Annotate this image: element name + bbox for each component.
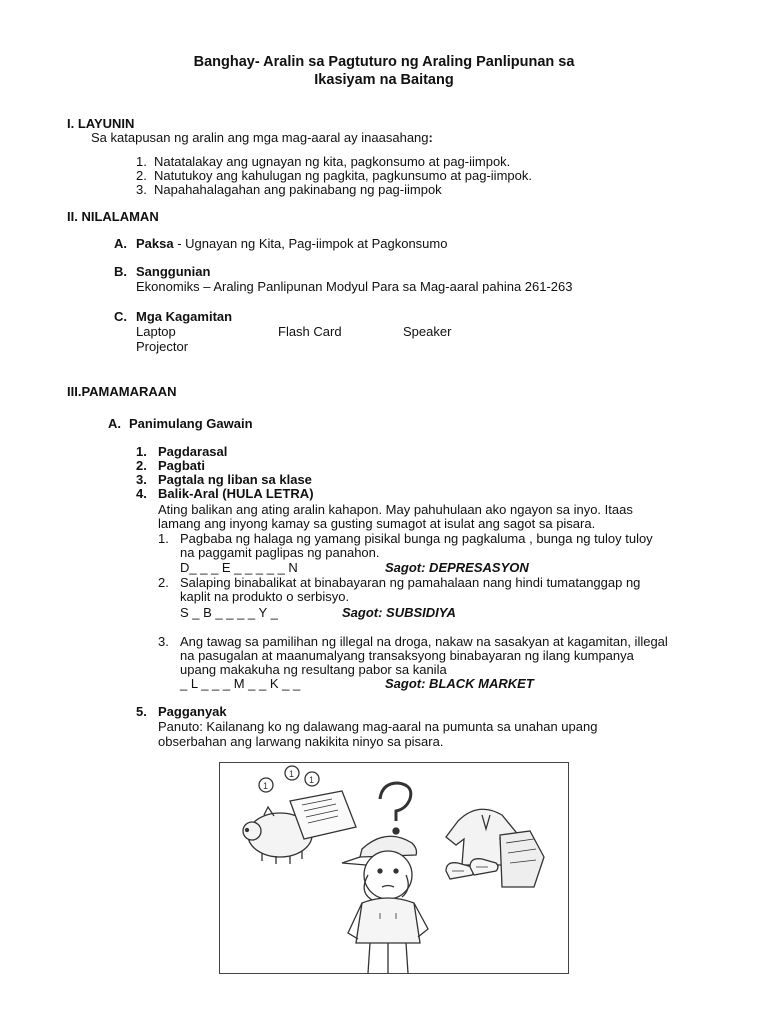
document-title-line-2: Ikasiyam na Baitang bbox=[314, 72, 454, 88]
paksa-line: Paksa - Ugnayan ng Kita, Pag-iimpok at Pagkonsumo bbox=[136, 236, 448, 251]
pamamaraan-heading: III.PAMAMARAAN bbox=[67, 384, 177, 399]
question-blanks: S _ B _ _ _ _ Y _ bbox=[180, 605, 278, 620]
layunin-item: Natutukoy ang kahulugan ng pagkita, pagkunsumo at pag-iimpok. bbox=[154, 168, 532, 183]
step-number: 3. bbox=[136, 472, 147, 487]
question-line: upang makakuha ng resultang pabor sa kanila bbox=[180, 662, 447, 677]
question-line: Pagbaba ng halaga ng yamang pisikal bunga ng pagkaluma , bunga ng tuloy tuloy bbox=[180, 531, 653, 546]
kagamitan-item: Flash Card bbox=[278, 324, 342, 339]
question-line: na pasugalan at maanumalyang transaksyong binabayaran ng ilang kumpanya bbox=[180, 648, 634, 663]
pagganyak-label: Pagganyak bbox=[158, 704, 227, 719]
step-label: Pagtala ng liban sa klase bbox=[158, 472, 312, 487]
question-mark-icon bbox=[380, 783, 411, 834]
question-number: 1. bbox=[158, 531, 169, 546]
boy-figure bbox=[342, 836, 428, 973]
question-answer: Sagot: SUBSIDIYA bbox=[342, 605, 456, 620]
question-answer: Sagot: BLACK MARKET bbox=[385, 676, 534, 691]
step-number: 4. bbox=[136, 486, 147, 501]
pagganyak-text: Panuto: Kailanang ko ng dalawang mag-aaral na pumunta sa unahan upang bbox=[158, 719, 598, 734]
question-line: Ang tawag sa pamilihan ng illegal na droga, nakaw na sasakyan at kagamitan, illegal bbox=[180, 634, 668, 649]
step-label: Pagbati bbox=[158, 458, 205, 473]
coins-icon bbox=[259, 766, 319, 792]
sanggunian-text: Ekonomiks – Araling Panlipunan Modyul Para sa Mag-aaral pahina 261-263 bbox=[136, 279, 573, 294]
sanggunian-letter: B. bbox=[114, 264, 127, 279]
layunin-item-number: 3. bbox=[136, 182, 147, 197]
step-number: 2. bbox=[136, 458, 147, 473]
section-a-letter: A. bbox=[108, 416, 121, 431]
layunin-intro: Sa katapusan ng aralin ang mga mag-aaral ay inaasahang: bbox=[91, 130, 433, 145]
pagganyak-number: 5. bbox=[136, 704, 147, 719]
step-number: 1. bbox=[136, 444, 147, 459]
svg-text:1: 1 bbox=[289, 769, 295, 779]
kagamitan-item: Laptop bbox=[136, 324, 176, 339]
kagamitan-label: Mga Kagamitan bbox=[136, 309, 233, 324]
question-number: 2. bbox=[158, 575, 169, 590]
balik-aral-text: Ating balikan ang ating aralin kahapon. May pahuhulaan ako ngayon sa inyo. Itaas bbox=[158, 502, 633, 517]
nilalaman-heading: II. NILALAMAN bbox=[67, 209, 159, 224]
layunin-item-number: 1. bbox=[136, 154, 147, 169]
layunin-item: Napahahalagahan ang pakinabang ng pag-iimpok bbox=[154, 182, 442, 197]
step-label: Pagdarasal bbox=[158, 444, 228, 459]
question-line: na paggamit paglipas ng panahon. bbox=[180, 545, 380, 560]
svg-text:1: 1 bbox=[309, 775, 315, 785]
layunin-item: Natatalakay ang ugnayan ng kita, pagkonsumo at pag-iimpok. bbox=[154, 154, 511, 169]
question-blanks: D_ _ _ E _ _ _ _ _ N bbox=[180, 560, 298, 575]
balik-aral-text: lamang ang inyong kamay sa gusting sumagot at isulat ang sagot sa pisara. bbox=[158, 516, 596, 531]
section-a-label: Panimulang Gawain bbox=[129, 416, 253, 431]
question-answer: Sagot: DEPRESASYON bbox=[385, 560, 529, 575]
document-title-line-1: Banghay- Aralin sa Pagtuturo ng Araling Panlipunan sa bbox=[193, 54, 575, 70]
paksa-letter: A. bbox=[114, 236, 127, 251]
question-blanks: _ L _ _ _ M _ _ K _ _ bbox=[180, 676, 301, 691]
pagganyak-text: obserbahan ang larwang nakikita ninyo sa pisara. bbox=[158, 734, 444, 749]
layunin-item-number: 2. bbox=[136, 168, 147, 183]
svg-text:1: 1 bbox=[263, 781, 269, 791]
illustration-boy-thinking bbox=[219, 762, 569, 974]
kagamitan-item: Speaker bbox=[403, 324, 452, 339]
question-line: Salaping binabalikat at binabayaran ng pamahalaan nang hindi tumatanggap ng bbox=[180, 575, 641, 590]
shoes-icon bbox=[446, 859, 498, 879]
question-line: kaplit na produkto o serbisyo. bbox=[180, 589, 350, 604]
kagamitan-letter: C. bbox=[114, 309, 127, 324]
layunin-heading: I. LAYUNIN bbox=[67, 116, 135, 131]
question-number: 3. bbox=[158, 634, 169, 649]
sanggunian-label: Sanggunian bbox=[136, 264, 211, 279]
kagamitan-item: Projector bbox=[136, 339, 189, 354]
step-label: Balik-Aral (HULA LETRA) bbox=[158, 486, 314, 501]
